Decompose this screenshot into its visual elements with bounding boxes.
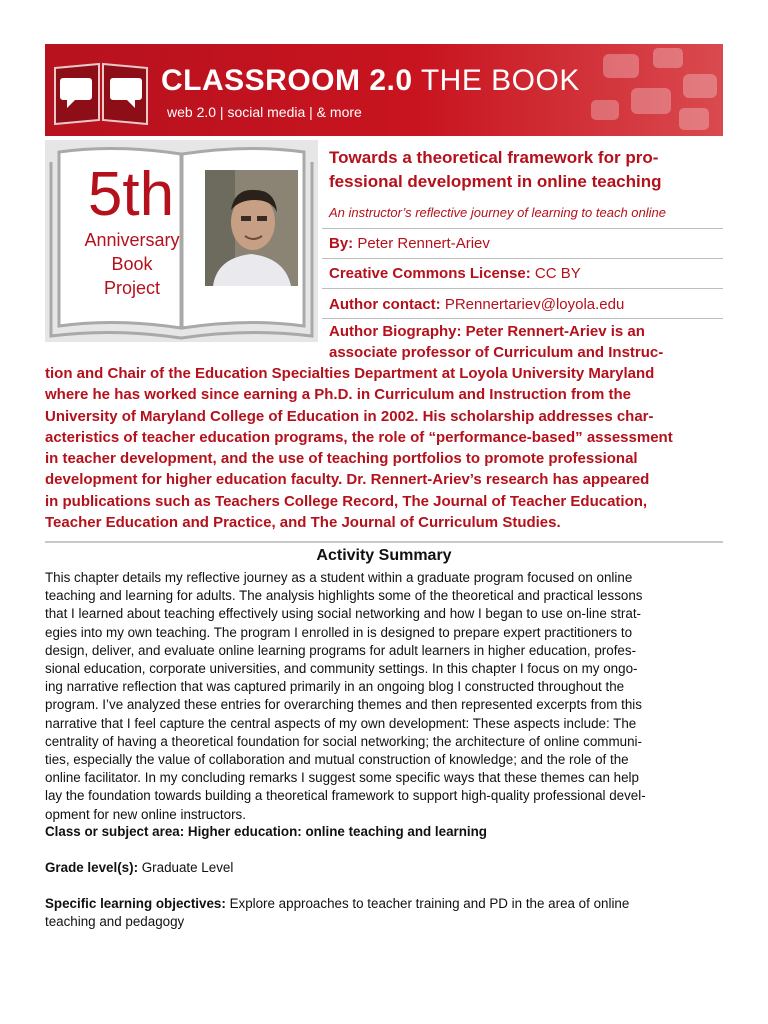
bio-line: associate professor of Curriculum and Instruc- <box>329 344 664 361</box>
license-line <box>329 265 723 282</box>
author-portrait-icon <box>205 170 298 286</box>
summary-line: egies into my own teaching. The program I enrolled in is designed to prepare expert practitioners to <box>45 624 633 640</box>
summary-line: opment for new online instructors. <box>45 806 246 822</box>
grade-value: Graduate Level <box>138 860 234 875</box>
byline-value: Peter Rennert-Ariev <box>353 235 490 252</box>
bio-text: Peter Rennert-Ariev is an <box>461 323 645 340</box>
summary-line: centrality of having a theoretical foundation for social networking; the architecture of online communi- <box>45 733 642 749</box>
header-banner <box>45 44 723 136</box>
summary-line: narrative that I feel capture the central aspects of my own development: These aspects include: The <box>45 715 637 731</box>
summary-line: program. I’ve analyzed these entries for overarching themes and then represented excerpts from this <box>45 697 642 713</box>
objectives-value: Explore approaches to teacher training and PD in the area of online <box>225 896 630 911</box>
banner-title-bold: CLASSROOM 2.0 <box>161 64 413 97</box>
bio-lead <box>329 321 723 363</box>
divider <box>322 318 723 319</box>
license-value: CC BY <box>530 265 581 282</box>
bio-line: where he has worked since earning a Ph.D. in Curriculum and Instruction from the <box>45 386 631 404</box>
objectives-line: teaching and pedagogy <box>45 914 185 930</box>
article-title-line1: Towards a theoretical framework for pro- <box>329 148 659 167</box>
byline-label: By: <box>329 235 354 252</box>
summary-line: lay the foundation towards building a theoretical framework to support high-quality professional devel- <box>45 788 646 804</box>
article-subtitle: An instructor’s reflective journey of learning to teach online <box>329 205 666 220</box>
bio-line: development for higher education faculty. Dr. Rennert-Ariev’s research has appeared <box>45 471 650 489</box>
bio-line: in teacher development, and the use of teaching portfolios to promote professional <box>45 450 638 468</box>
divider <box>322 258 723 259</box>
learning-objectives <box>45 895 725 931</box>
summary-line: This chapter details my reflective journey as a student within a graduate program focused on online <box>45 570 633 585</box>
anniversary-line3: Project <box>103 278 161 298</box>
bio-line: tion and Chair of the Education Specialties Department at Loyola University Maryland <box>45 365 655 382</box>
summary-heading: Activity Summary <box>316 547 452 564</box>
article-title-line2: fessional development in online teaching <box>329 172 662 191</box>
bio-line <box>329 321 723 342</box>
bio-line: University of Maryland College of Education in 2002. His scholarship addresses char- <box>45 407 654 425</box>
license-label: Creative Commons License: <box>329 265 531 282</box>
contact-email-link[interactable]: PRennertariev@loyola.edu <box>440 296 625 313</box>
objectives-label: Specific learning objectives: <box>45 896 226 911</box>
bio-line: Teacher Education and Practice, and The Journal of Curriculum Studies. <box>45 514 561 532</box>
summary-line: ties, especially the value of collaboration and mutual construction of knowledge; and the role of the <box>45 752 629 768</box>
anniversary-number: 5th <box>87 160 175 229</box>
anniversary-graphic <box>45 140 318 342</box>
grade-label: Grade level(s): <box>45 860 139 875</box>
bio-line: in publications such as Teachers College Record, The Journal of Teacher Education, <box>45 492 648 510</box>
divider <box>322 288 723 289</box>
summary-line: teaching and learning for adults. The analysis highlights some of the theoretical and practical lessons <box>45 588 643 604</box>
summary-line: online facilitator. In my concluding remarks I suggest some specific ways that these themes can help <box>45 770 639 786</box>
objectives-line <box>45 895 725 913</box>
open-book-speech-bubbles-icon <box>51 54 151 126</box>
contact-label: Author contact: <box>329 296 441 313</box>
article-title <box>329 146 723 194</box>
anniversary-line1: Anniversary <box>84 230 180 250</box>
class-area <box>45 823 725 841</box>
summary-line: sional education, corporate universities, and community settings. In this chapter I focus on my ongo- <box>45 661 638 677</box>
summary-line: ing narrative reflection that was captured primarily in an ongoing blog I constructed throughout the <box>45 679 625 695</box>
author-photo <box>205 170 298 286</box>
anniversary-line2: Book <box>111 254 153 274</box>
section-divider <box>45 541 723 543</box>
banner-subtitle: web 2.0 | social media | & more <box>167 104 362 120</box>
contact-line <box>329 296 723 313</box>
grade-level <box>45 859 725 877</box>
banner-title-rest: THE BOOK <box>412 64 580 97</box>
class-area-text: Class or subject area: Higher education: online teaching and learning <box>45 824 487 839</box>
speech-bubbles-decoration-icon <box>583 44 723 136</box>
summary-line: that I learned about teaching effectively using social networking and how I began to use on-line strat- <box>45 606 642 622</box>
author-byline <box>329 235 723 252</box>
banner-title <box>161 64 580 98</box>
summary-body <box>45 569 725 824</box>
summary-line: design, deliver, and evaluate online learning programs for adult learners in higher education, profes- <box>45 642 637 658</box>
bio-line: acteristics of teacher education programs, the role of “performance-based” assessment <box>45 428 673 446</box>
bio-label: Author Biography: <box>329 323 462 340</box>
divider <box>322 228 723 229</box>
bio-continued <box>45 363 723 533</box>
